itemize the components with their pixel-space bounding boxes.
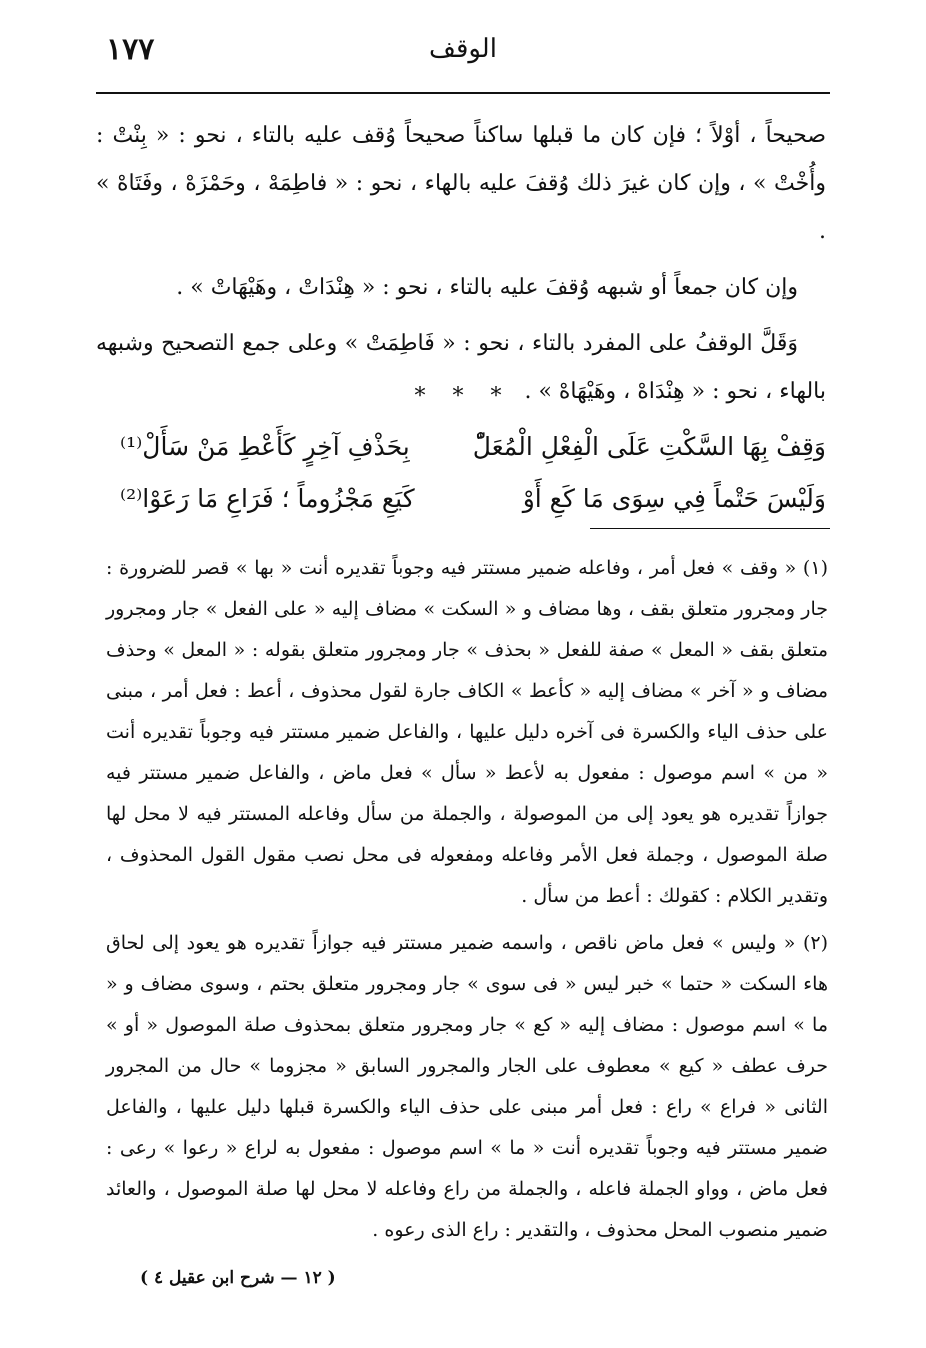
footnotes <box>106 548 828 1257</box>
footnote: (٢) « وليس » فعل ماض ناقص ، واسمه ضمير مستتر فيه جوازاً تقديره هو يعود إلى لحاق هاء السكت « حتما » خبر ليس « فى سوى » جار ومجرور متعلق بحتم ، وسوى مضاف و « ما » اسم موصول : مضاف إليه « كع » جار ومجرور متعلق بمحذوف صلة الموصول « أو » حرف عطف « كيع » معطوف على الجار والمجرور السابق « مجزوما » حال من المجرور الثانى « فراع » راع : فعل أمر مبنى على حذف الياء والكسرة قبلها دليل عليها ، والفاعل ضمير مستتر فيه وجوباً تقديره أنت « ما » اسم موصول : مفعول به لراع « رعوا » رعى : فعل ماض ، وواو الجملة فاعله ، والجملة من راع وفاعله لا محل لها صلة الموصول ، والعائد ضمير منصوب المحل محذوف ، والتقدير : راع الذى رعوه . <box>106 932 828 1241</box>
verse-second-hemistich: كَيَعِ مَجْزُوماً ؛ فَرَاعِ مَا رَعَوْا⁽²⁾ <box>120 483 415 513</box>
page-footer: ( ١٢ — شرح ابن عقيل ٤ ) <box>140 1268 336 1288</box>
verse-first-hemistich: وَقِفْ بِهَا السَّكْتِ عَلَى الْفِعْلِ الْمُعَلّْ <box>472 431 826 461</box>
section-separator: * * * <box>414 384 512 409</box>
verse-line <box>120 420 826 472</box>
paragraph: وَقَلَّ الوقفُ على المفرد بالتاء ، نحو : « فَاطِمَتْ » وعلى جمع التصحيح وشبهه بالهاء ، نحو : « هِنْدَاهْ ، وهَيْهَاهْ » . <box>96 331 826 404</box>
paragraph: وإن كان جمعاً أو شبهه وُقفَ عليه بالتاء ، نحو : « هِنْدَاتْ ، وهَيْهَاتْ » . <box>176 275 798 300</box>
page-number: ١٧٧ <box>106 32 155 67</box>
verse-line <box>120 472 826 524</box>
page-header <box>96 30 830 90</box>
verse-first-hemistich: وَلَيْسَ حَتْماً فِي سِوَى مَا كَعِ أَوْ <box>522 483 826 513</box>
header-rule <box>96 92 830 94</box>
paragraph: صحيحاً ، أوْلاً ؛ فإن كان ما قبلها ساكناً صحيحاً وُقف عليه بالتاء ، نحو : « بِنْتْ : وأُخْتْ » ، وإن كان غيرَ ذلك وُقفَ عليه بالهاء ، نحو : « فاطِمَهْ ، وحَمْزَهْ ، وفَتَاهْ » . <box>96 123 826 244</box>
footnote-rule <box>590 528 830 529</box>
main-text <box>96 112 826 424</box>
verse-block <box>120 420 826 524</box>
footnote: (١) « وقف » فعل أمر ، وفاعله ضمير مستتر فيه وجوباً تقديره أنت « بها » قصر للضرورة : جار ومجرور متعلق بقف ، وها مضاف و « السكت » مضاف إليه « على الفعل » جار ومجرور متعلق بقف « المعل » صفة للفعل « بحذف » جار ومجرور متعلق بقوله : « المعل » وحذف مضاف و « آخر » مضاف إليه « كأعط » الكاف جارة لقول محذوف ، أعط : فعل أمر ، مبنى على حذف الياء والكسرة فى آخره دليل عليها ، والفاعل ضمير مستتر فيه وجوباً تقديره أنت « من » اسم موصول : مفعول به لأعط « سأل » فعل ماض ، والفاعل ضمير مستتر فيه جوازاً تقديره هو يعود إلى من الموصولة ، والجملة من سأل وفاعله المستتر فيه لا محل لها صلة الموصول ، وجملة فعل الأمر وفاعله ومفعوله فى محل نصب مقول القول المحذوف ، وتقدير الكلام : كقولك : أعط من سأل . <box>106 557 828 907</box>
verse-second-hemistich: بِحَذْفِ آخِرٍ كَأَعْطِ مَنْ سَأَلْ⁽¹⁾ <box>120 431 410 461</box>
running-title: الوقف <box>429 34 497 64</box>
